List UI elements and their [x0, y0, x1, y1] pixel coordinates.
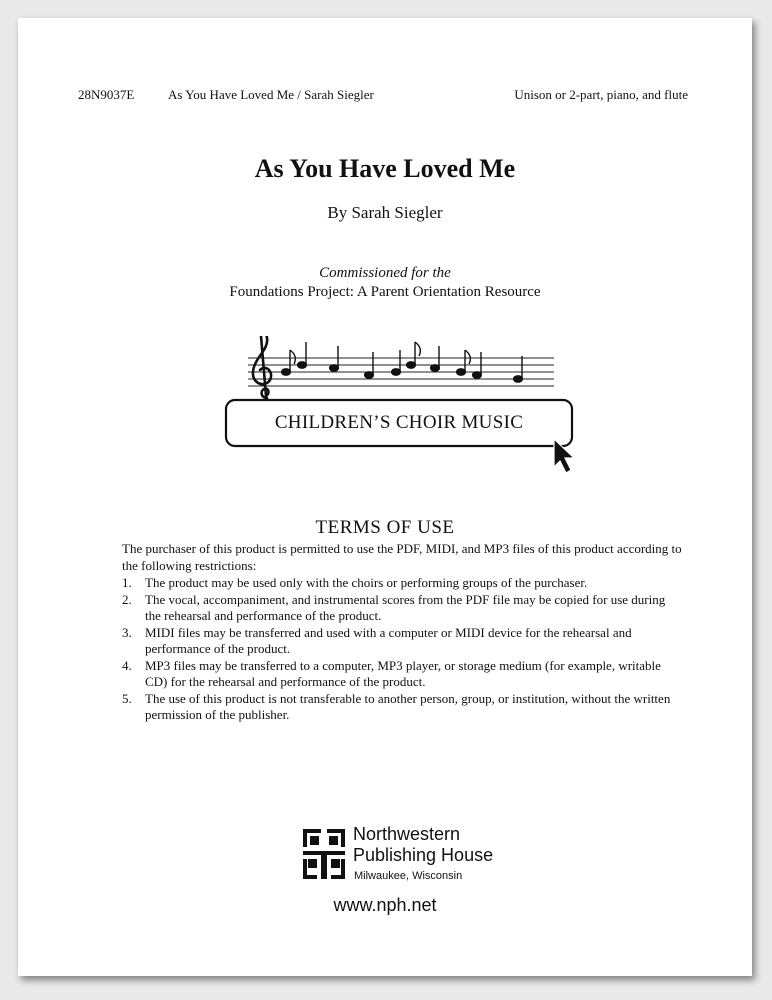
page-title: As You Have Loved Me	[254, 154, 516, 183]
terms-heading: TERMS OF USE	[315, 517, 455, 538]
publisher-name-line2: Publishing House	[353, 845, 494, 865]
treble-clef-icon	[253, 336, 271, 398]
list-item	[122, 575, 682, 592]
publisher-name	[353, 824, 493, 866]
item-text: MIDI files may be transferred and used with a computer or MIDI device for the rehearsal and performance of the product.	[145, 624, 632, 656]
item-text: The vocal, accompaniment, and instrumental scores from the PDF file may be copied for use during the rehearsal and performance of the product.	[145, 591, 666, 623]
logo-text: CHILDREN’S CHOIR MUSIC	[274, 412, 524, 433]
publisher-city: Milwaukee, Wisconsin	[354, 870, 463, 882]
item-number: 2.	[122, 591, 132, 607]
item-text: MP3 files may be transferred to a computer, MP3 player, or storage medium (for example, writable CD) for the rehearsal and performance of the product.	[145, 657, 661, 689]
list-item	[122, 592, 682, 625]
project-line: Foundations Project: A Parent Orientation Resource	[229, 284, 541, 300]
author-line: By Sarah Siegler	[327, 203, 443, 222]
terms-list	[122, 575, 682, 724]
document-page	[18, 18, 752, 976]
item-number: 4.	[122, 657, 132, 673]
header-title-author: As You Have Loved Me / Sarah Siegler	[168, 87, 374, 102]
item-number: 5.	[122, 690, 132, 706]
item-text: The product may be used only with the choirs or performing groups of the purchaser.	[145, 575, 588, 590]
header-voicing: Unison or 2-part, piano, and flute	[514, 87, 688, 102]
list-item	[122, 625, 682, 658]
commission-line: Commissioned for the	[319, 265, 451, 281]
item-number: 3.	[122, 624, 132, 640]
terms-intro: The purchaser of this product is permitted to use the PDF, MIDI, and MP3 files of this product according to the following restrictions:	[122, 541, 682, 573]
website-link[interactable]: www.nph.net	[333, 895, 437, 915]
list-item	[122, 691, 682, 724]
nph-cross-logo-icon	[301, 827, 347, 881]
music-notes-icon	[282, 342, 523, 382]
item-text: The use of this product is not transferable to another person, group, or institution, without the written permission of the publisher.	[145, 690, 671, 722]
list-item	[122, 658, 682, 691]
childrens-choir-logo	[218, 336, 588, 476]
catalog-code: 28N9037E	[78, 87, 135, 102]
item-number: 1.	[122, 575, 132, 590]
publisher-name-line1: Northwestern	[353, 824, 461, 844]
